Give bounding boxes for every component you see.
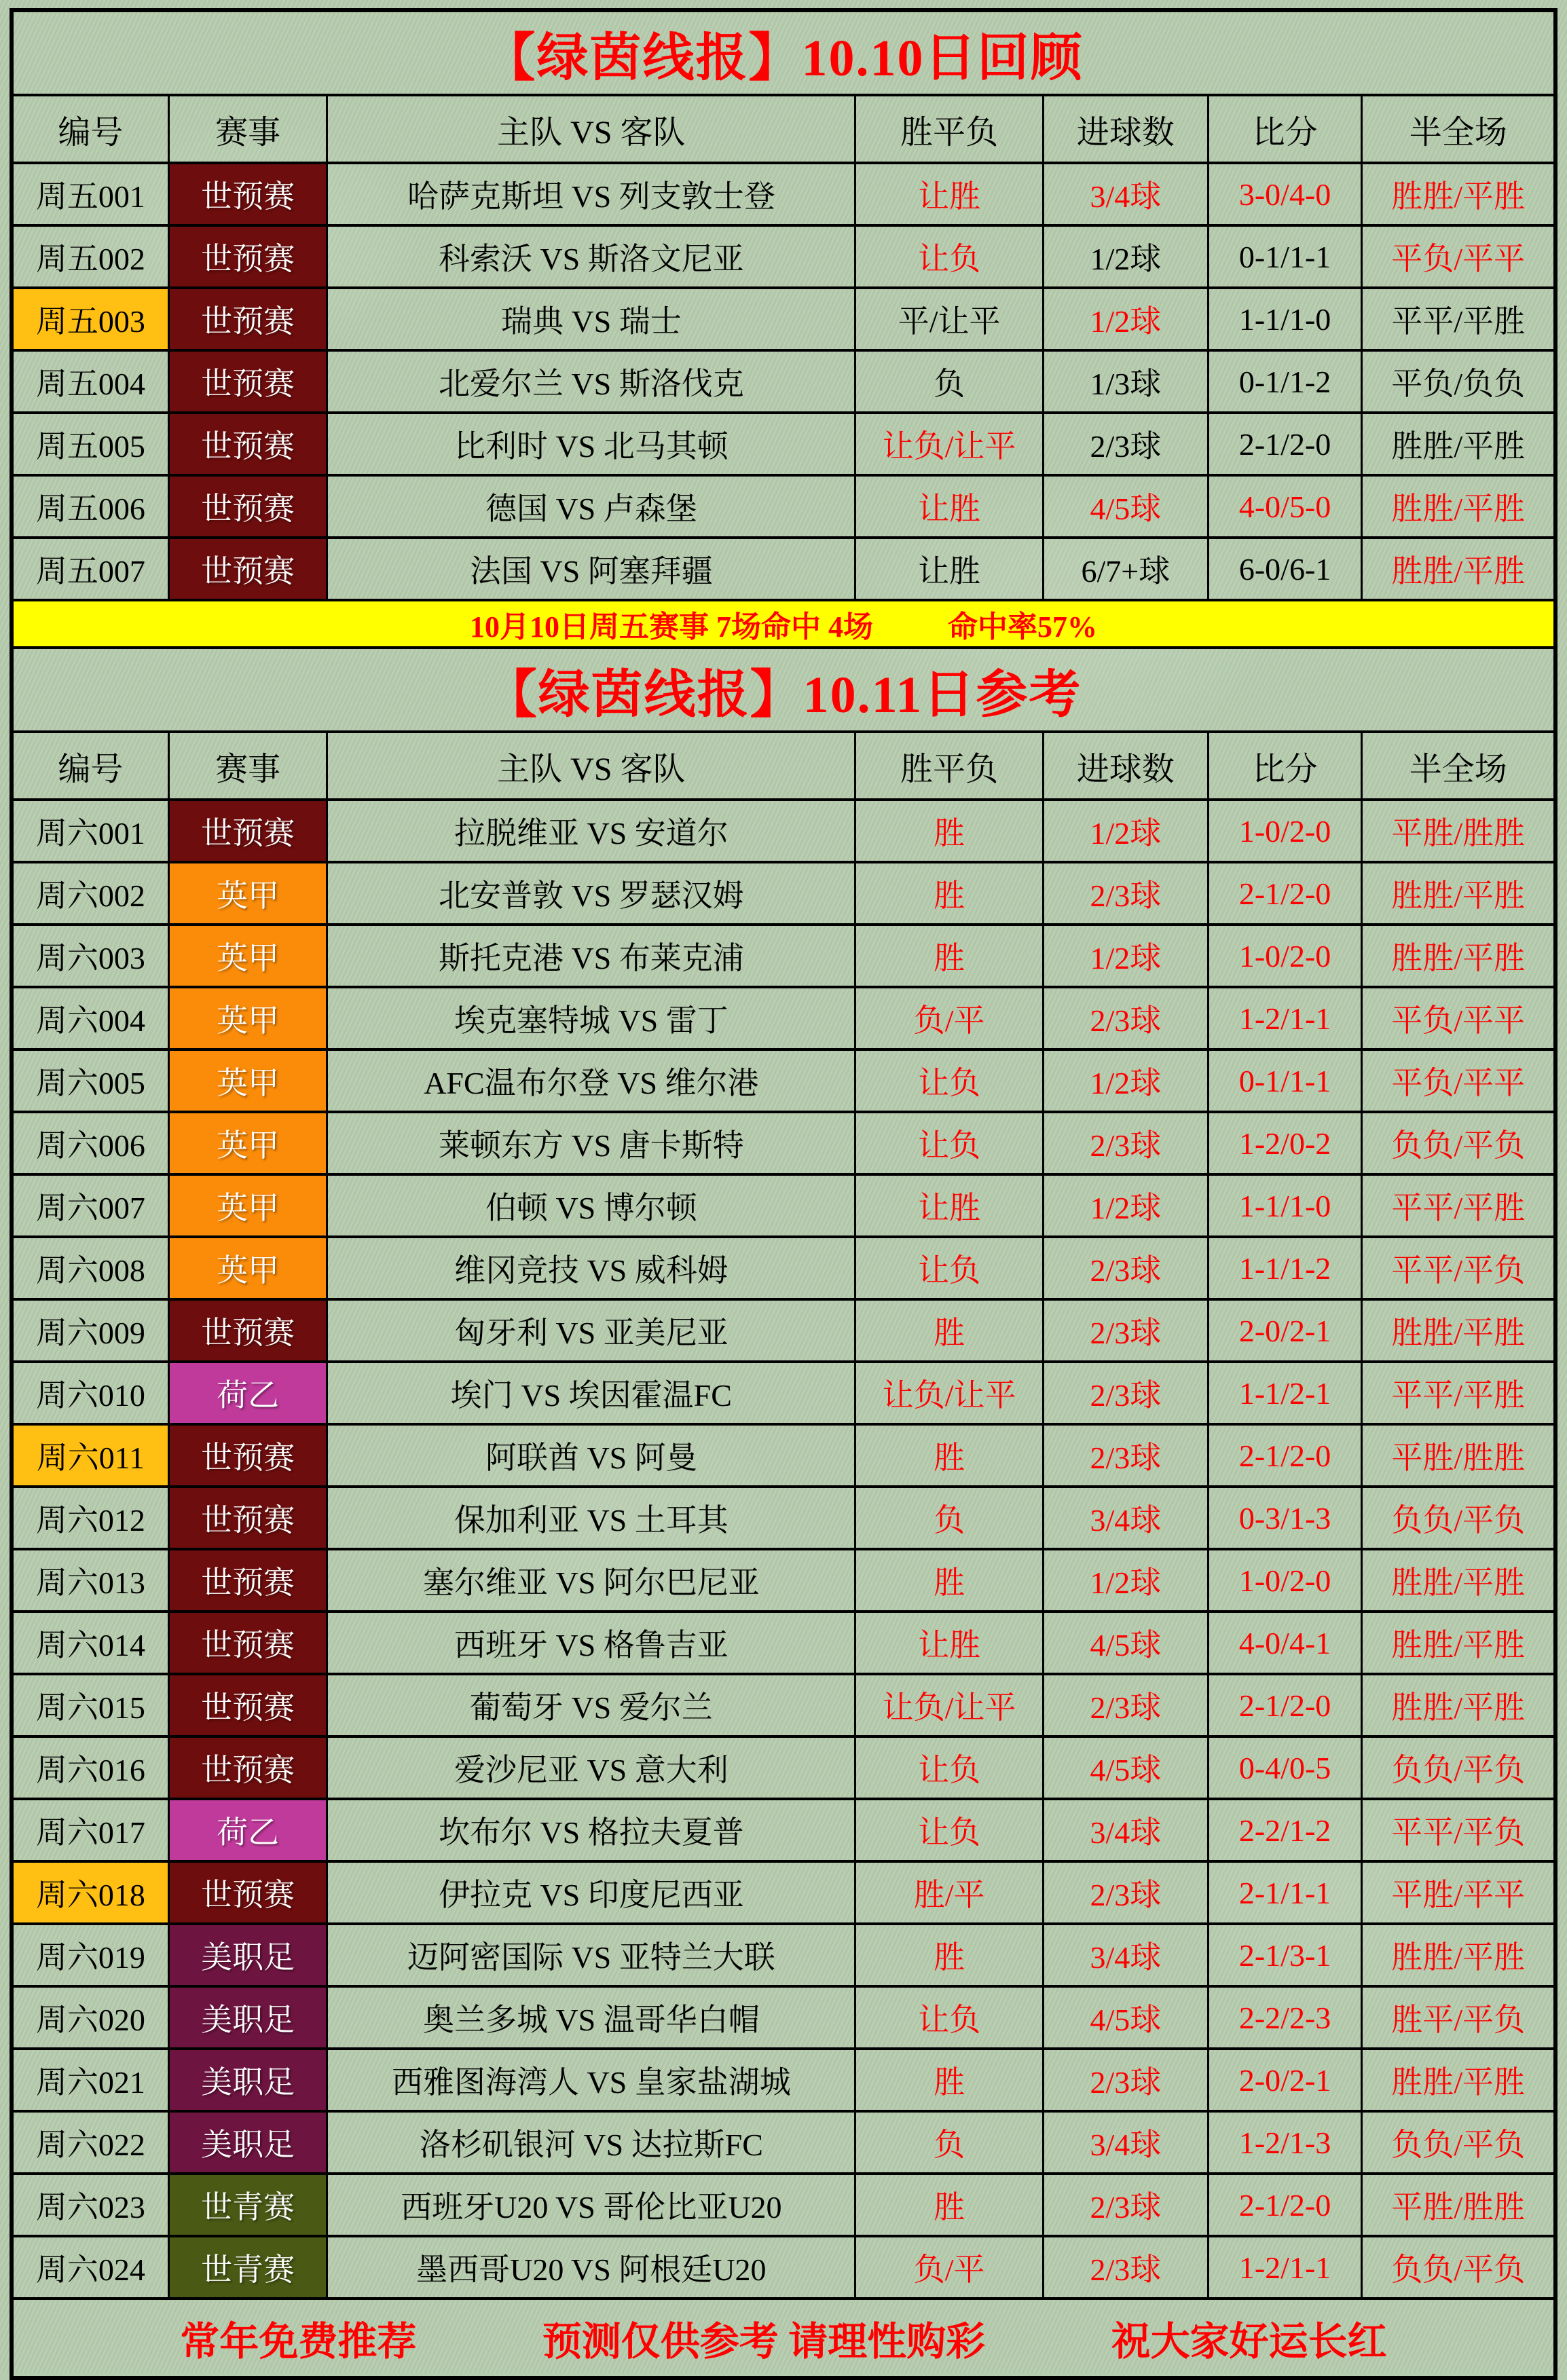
footer-right-text: 祝大家好运长红 bbox=[1111, 2320, 1387, 2364]
header-cell-goals: 进球数 bbox=[1042, 96, 1207, 162]
goals-prediction: 6/7+球 bbox=[1042, 539, 1207, 599]
match-id: 周六002 bbox=[35, 878, 145, 913]
score-prediction: 1-1/2-1 bbox=[1207, 1363, 1361, 1423]
match-row bbox=[14, 1673, 1553, 1735]
match-teams: 斯托克港 VS 布莱克浦 bbox=[326, 926, 854, 986]
match-id: 周六010 bbox=[35, 1378, 145, 1413]
match-teams: 奥兰多城 VS 温哥华白帽 bbox=[326, 1988, 854, 2047]
score-prediction: 0-3/1-3 bbox=[1207, 1488, 1361, 1548]
score-prediction: 3-0/4-0 bbox=[1207, 164, 1361, 224]
match-id: 周六016 bbox=[35, 1753, 145, 1787]
halftime-fulltime-prediction: 平平/平胜 bbox=[1361, 289, 1553, 349]
match-row bbox=[14, 411, 1553, 474]
score-prediction: 1-2/1-3 bbox=[1207, 2113, 1361, 2172]
match-teams: AFC温布尔登 VS 维尔港 bbox=[326, 1051, 854, 1111]
goals-prediction: 2/3球 bbox=[1042, 988, 1207, 1048]
halftime-fulltime-prediction: 胜胜/平胜 bbox=[1361, 2050, 1553, 2110]
header-cell-score: 比分 bbox=[1207, 96, 1361, 162]
match-teams: 埃克塞特城 VS 雷丁 bbox=[326, 988, 854, 1048]
match-row bbox=[14, 1985, 1553, 2047]
league-badge: 美职足 bbox=[168, 2113, 327, 2172]
goals-prediction: 3/4球 bbox=[1042, 1800, 1207, 1860]
halftime-fulltime-prediction: 胜胜/平胜 bbox=[1361, 414, 1553, 474]
match-teams: 伊拉克 VS 印度尼西亚 bbox=[326, 1863, 854, 1922]
halftime-fulltime-prediction: 胜胜/平胜 bbox=[1361, 1301, 1553, 1360]
match-row bbox=[14, 1235, 1553, 1298]
header-cell-league: 赛事 bbox=[168, 96, 327, 162]
halftime-fulltime-prediction: 负负/平负 bbox=[1361, 1488, 1553, 1548]
goals-prediction: 1/2球 bbox=[1042, 801, 1207, 861]
score-prediction: 2-0/2-1 bbox=[1207, 1301, 1361, 1360]
score-prediction: 6-0/6-1 bbox=[1207, 539, 1361, 599]
match-row bbox=[14, 1360, 1553, 1423]
result-prediction: 让胜 bbox=[854, 477, 1042, 536]
goals-prediction: 2/3球 bbox=[1042, 863, 1207, 923]
league-badge: 世预赛 bbox=[168, 539, 327, 599]
score-prediction: 4-0/5-0 bbox=[1207, 477, 1361, 536]
match-id: 周六001 bbox=[35, 816, 145, 851]
match-id: 周六013 bbox=[35, 1565, 145, 1600]
match-teams: 葡萄牙 VS 爱尔兰 bbox=[326, 1675, 854, 1735]
halftime-fulltime-prediction: 平胜/平平 bbox=[1361, 1863, 1553, 1922]
match-teams: 哈萨克斯坦 VS 列支敦士登 bbox=[326, 164, 854, 224]
goals-prediction: 4/5球 bbox=[1042, 1613, 1207, 1673]
goals-prediction: 1/2球 bbox=[1042, 1176, 1207, 1235]
result-prediction: 胜 bbox=[854, 863, 1042, 923]
goals-prediction: 3/4球 bbox=[1042, 1925, 1207, 1985]
header-cell-match: 主队 VS 客队 bbox=[326, 96, 854, 162]
result-prediction: 胜 bbox=[854, 926, 1042, 986]
review-table-body bbox=[14, 162, 1553, 599]
score-prediction: 0-4/0-5 bbox=[1207, 1738, 1361, 1798]
result-prediction: 胜 bbox=[854, 801, 1042, 861]
match-teams: 西班牙 VS 格鲁吉亚 bbox=[326, 1613, 854, 1673]
match-id: 周五002 bbox=[35, 242, 145, 276]
league-badge: 英甲 bbox=[168, 926, 327, 986]
match-teams: 保加利亚 VS 土耳其 bbox=[326, 1488, 854, 1548]
match-row bbox=[14, 1735, 1553, 1798]
match-id: 周六017 bbox=[35, 1815, 145, 1850]
match-id: 周六023 bbox=[35, 2190, 145, 2225]
result-prediction: 让负 bbox=[854, 1113, 1042, 1173]
halftime-fulltime-prediction: 胜平/平负 bbox=[1361, 1988, 1553, 2047]
league-badge: 世预赛 bbox=[168, 1301, 327, 1360]
match-id: 周五001 bbox=[35, 179, 145, 214]
match-id: 周六022 bbox=[35, 2127, 145, 2162]
goals-prediction: 2/3球 bbox=[1042, 1863, 1207, 1922]
halftime-fulltime-prediction: 平胜/胜胜 bbox=[1361, 1426, 1553, 1485]
match-teams: 法国 VS 阿塞拜疆 bbox=[326, 539, 854, 599]
match-id: 周六005 bbox=[35, 1066, 145, 1100]
result-prediction: 胜 bbox=[854, 2175, 1042, 2235]
league-badge: 世预赛 bbox=[168, 1613, 327, 1673]
match-id: 周五003 bbox=[14, 289, 168, 349]
score-prediction: 1-1/1-0 bbox=[1207, 289, 1361, 349]
result-prediction: 让胜 bbox=[854, 164, 1042, 224]
match-id: 周六009 bbox=[35, 1316, 145, 1350]
league-badge: 世预赛 bbox=[168, 1863, 327, 1922]
halftime-fulltime-prediction: 胜胜/平胜 bbox=[1361, 1925, 1553, 1985]
header-cell-halftime-fulltime: 半全场 bbox=[1361, 96, 1553, 162]
halftime-fulltime-prediction: 平负/负负 bbox=[1361, 352, 1553, 411]
goals-prediction: 2/3球 bbox=[1042, 2175, 1207, 2235]
footer-middle-text: 预测仅供参考 请理性购彩 bbox=[542, 2320, 986, 2364]
match-id: 周六024 bbox=[35, 2252, 145, 2287]
league-badge: 美职足 bbox=[168, 1988, 327, 2047]
league-badge: 世预赛 bbox=[168, 289, 327, 349]
forecast-table-body bbox=[14, 798, 1553, 2297]
league-badge: 美职足 bbox=[168, 1925, 327, 1985]
result-prediction: 胜 bbox=[854, 1550, 1042, 1610]
banner-results-text: 10月10日周五赛事 7场命中 4场 bbox=[470, 610, 873, 644]
score-prediction: 0-1/1-2 bbox=[1207, 352, 1361, 411]
summary-banner bbox=[14, 599, 1553, 646]
score-prediction: 2-2/1-2 bbox=[1207, 1800, 1361, 1860]
match-row bbox=[14, 861, 1553, 923]
result-prediction: 胜 bbox=[854, 2050, 1042, 2110]
match-id: 周六006 bbox=[35, 1128, 145, 1163]
league-badge: 英甲 bbox=[168, 1113, 327, 1173]
score-prediction: 2-1/2-0 bbox=[1207, 414, 1361, 474]
result-prediction: 胜 bbox=[854, 1925, 1042, 1985]
match-teams: 德国 VS 卢森堡 bbox=[326, 477, 854, 536]
score-prediction: 2-1/2-0 bbox=[1207, 863, 1361, 923]
score-prediction: 1-0/2-0 bbox=[1207, 1550, 1361, 1610]
halftime-fulltime-prediction: 负负/平负 bbox=[1361, 1113, 1553, 1173]
match-teams: 西班牙U20 VS 哥伦比亚U20 bbox=[326, 2175, 854, 2235]
prediction-sheet bbox=[10, 8, 1557, 2380]
halftime-fulltime-prediction: 胜胜/平胜 bbox=[1361, 863, 1553, 923]
review-header-row bbox=[14, 94, 1553, 162]
match-id: 周五004 bbox=[35, 367, 145, 401]
match-id: 周五006 bbox=[35, 491, 145, 526]
match-row bbox=[14, 286, 1553, 349]
goals-prediction: 2/3球 bbox=[1042, 2237, 1207, 2297]
halftime-fulltime-prediction: 平平/平负 bbox=[1361, 1800, 1553, 1860]
result-prediction: 负/平 bbox=[854, 2237, 1042, 2297]
match-id: 周六007 bbox=[35, 1191, 145, 1225]
result-prediction: 让负/让平 bbox=[854, 414, 1042, 474]
result-prediction: 让负 bbox=[854, 1051, 1042, 1111]
halftime-fulltime-prediction: 胜胜/平胜 bbox=[1361, 477, 1553, 536]
match-row bbox=[14, 224, 1553, 286]
score-prediction: 2-0/2-1 bbox=[1207, 2050, 1361, 2110]
score-prediction: 1-2/1-1 bbox=[1207, 988, 1361, 1048]
halftime-fulltime-prediction: 平平/平胜 bbox=[1361, 1363, 1553, 1423]
match-row bbox=[14, 1860, 1553, 1922]
result-prediction: 平/让平 bbox=[854, 289, 1042, 349]
goals-prediction: 2/3球 bbox=[1042, 2050, 1207, 2110]
league-badge: 英甲 bbox=[168, 1176, 327, 1235]
match-teams: 西雅图海湾人 VS 皇家盐湖城 bbox=[326, 2050, 854, 2110]
goals-prediction: 3/4球 bbox=[1042, 2113, 1207, 2172]
league-badge: 美职足 bbox=[168, 2050, 327, 2110]
halftime-fulltime-prediction: 平负/平平 bbox=[1361, 227, 1553, 286]
header-cell-score: 比分 bbox=[1207, 733, 1361, 798]
league-badge: 世预赛 bbox=[168, 477, 327, 536]
banner-hit-rate-text: 命中率57% bbox=[948, 610, 1097, 644]
match-row bbox=[14, 474, 1553, 536]
league-badge: 世预赛 bbox=[168, 1426, 327, 1485]
goals-prediction: 3/4球 bbox=[1042, 164, 1207, 224]
halftime-fulltime-prediction: 平胜/胜胜 bbox=[1361, 2175, 1553, 2235]
match-row bbox=[14, 1548, 1553, 1610]
score-prediction: 1-2/0-2 bbox=[1207, 1113, 1361, 1173]
match-id: 周六020 bbox=[35, 2003, 145, 2037]
match-row bbox=[14, 1111, 1553, 1173]
league-badge: 世预赛 bbox=[168, 1738, 327, 1798]
match-teams: 爱沙尼亚 VS 意大利 bbox=[326, 1738, 854, 1798]
result-prediction: 让胜 bbox=[854, 1613, 1042, 1673]
halftime-fulltime-prediction: 平负/平平 bbox=[1361, 1051, 1553, 1111]
match-id: 周六014 bbox=[35, 1628, 145, 1662]
league-badge: 英甲 bbox=[168, 988, 327, 1048]
result-prediction: 负 bbox=[854, 352, 1042, 411]
goals-prediction: 2/3球 bbox=[1042, 1363, 1207, 1423]
goals-prediction: 1/2球 bbox=[1042, 926, 1207, 986]
match-teams: 伯顿 VS 博尔顿 bbox=[326, 1176, 854, 1235]
result-prediction: 负/平 bbox=[854, 988, 1042, 1048]
match-row bbox=[14, 2047, 1553, 2110]
match-id: 周五005 bbox=[35, 429, 145, 464]
result-prediction: 让胜 bbox=[854, 539, 1042, 599]
match-teams: 北爱尔兰 VS 斯洛伐克 bbox=[326, 352, 854, 411]
league-badge: 世青赛 bbox=[168, 2175, 327, 2235]
result-prediction: 让胜 bbox=[854, 1176, 1042, 1235]
goals-prediction: 2/3球 bbox=[1042, 1301, 1207, 1360]
match-row bbox=[14, 1298, 1553, 1360]
header-cell-halftime-fulltime: 半全场 bbox=[1361, 733, 1553, 798]
match-row bbox=[14, 2172, 1553, 2235]
match-teams: 埃门 VS 埃因霍温FC bbox=[326, 1363, 854, 1423]
header-cell-id: 编号 bbox=[58, 114, 124, 151]
match-id: 周六003 bbox=[35, 941, 145, 975]
goals-prediction: 2/3球 bbox=[1042, 1238, 1207, 1298]
goals-prediction: 2/3球 bbox=[1042, 1675, 1207, 1735]
score-prediction: 0-1/1-1 bbox=[1207, 227, 1361, 286]
match-id: 周六019 bbox=[35, 1940, 145, 1975]
halftime-fulltime-prediction: 平胜/胜胜 bbox=[1361, 801, 1553, 861]
match-id: 周六008 bbox=[35, 1253, 145, 1288]
match-row bbox=[14, 1485, 1553, 1548]
match-id: 周六011 bbox=[14, 1426, 168, 1485]
match-id: 周五007 bbox=[35, 554, 145, 589]
footer-left-text: 常年免费推荐 bbox=[180, 2320, 417, 2364]
result-prediction: 让负 bbox=[854, 1738, 1042, 1798]
match-teams: 莱顿东方 VS 唐卡斯特 bbox=[326, 1113, 854, 1173]
match-row bbox=[14, 349, 1553, 411]
score-prediction: 4-0/4-1 bbox=[1207, 1613, 1361, 1673]
result-prediction: 负 bbox=[854, 1488, 1042, 1548]
match-teams: 维冈竞技 VS 威科姆 bbox=[326, 1238, 854, 1298]
goals-prediction: 1/2球 bbox=[1042, 1550, 1207, 1610]
footer-note bbox=[14, 2297, 1553, 2376]
match-row bbox=[14, 1798, 1553, 1860]
halftime-fulltime-prediction: 负负/平负 bbox=[1361, 1738, 1553, 1798]
match-teams: 塞尔维亚 VS 阿尔巴尼亚 bbox=[326, 1550, 854, 1610]
match-row bbox=[14, 2110, 1553, 2172]
goals-prediction: 4/5球 bbox=[1042, 1988, 1207, 2047]
header-cell-result: 胜平负 bbox=[854, 733, 1042, 798]
league-badge: 世预赛 bbox=[168, 1550, 327, 1610]
halftime-fulltime-prediction: 平平/平负 bbox=[1361, 1238, 1553, 1298]
league-badge: 世预赛 bbox=[168, 801, 327, 861]
league-badge: 英甲 bbox=[168, 1238, 327, 1298]
goals-prediction: 1/2球 bbox=[1042, 1051, 1207, 1111]
halftime-fulltime-prediction: 胜胜/平胜 bbox=[1361, 539, 1553, 599]
match-row bbox=[14, 1173, 1553, 1235]
match-row bbox=[14, 536, 1553, 599]
league-badge: 英甲 bbox=[168, 1051, 327, 1111]
score-prediction: 2-1/2-0 bbox=[1207, 1675, 1361, 1735]
league-badge: 世预赛 bbox=[168, 1675, 327, 1735]
match-row bbox=[14, 1048, 1553, 1111]
halftime-fulltime-prediction: 胜胜/平胜 bbox=[1361, 926, 1553, 986]
header-cell-match: 主队 VS 客队 bbox=[326, 733, 854, 798]
goals-prediction: 4/5球 bbox=[1042, 477, 1207, 536]
goals-prediction: 3/4球 bbox=[1042, 1488, 1207, 1548]
league-badge: 世预赛 bbox=[168, 164, 327, 224]
match-id: 周六004 bbox=[35, 1003, 145, 1038]
match-teams: 匈牙利 VS 亚美尼亚 bbox=[326, 1301, 854, 1360]
header-cell-result: 胜平负 bbox=[854, 96, 1042, 162]
match-teams: 科索沃 VS 斯洛文尼亚 bbox=[326, 227, 854, 286]
score-prediction: 2-2/2-3 bbox=[1207, 1988, 1361, 2047]
match-row bbox=[14, 798, 1553, 861]
forecast-title: 【绿茵线报】10.11日参考 bbox=[14, 646, 1553, 730]
match-teams: 阿联酋 VS 阿曼 bbox=[326, 1426, 854, 1485]
score-prediction: 2-1/3-1 bbox=[1207, 1925, 1361, 1985]
goals-prediction: 1/2球 bbox=[1042, 289, 1207, 349]
halftime-fulltime-prediction: 胜胜/平胜 bbox=[1361, 1550, 1553, 1610]
league-badge: 荷乙 bbox=[168, 1363, 327, 1423]
score-prediction: 1-0/2-0 bbox=[1207, 926, 1361, 986]
goals-prediction: 4/5球 bbox=[1042, 1738, 1207, 1798]
result-prediction: 胜 bbox=[854, 1301, 1042, 1360]
header-cell-league: 赛事 bbox=[168, 733, 327, 798]
league-badge: 荷乙 bbox=[168, 1800, 327, 1860]
goals-prediction: 2/3球 bbox=[1042, 1426, 1207, 1485]
match-row bbox=[14, 1922, 1553, 1985]
goals-prediction: 2/3球 bbox=[1042, 1113, 1207, 1173]
goals-prediction: 1/3球 bbox=[1042, 352, 1207, 411]
match-id: 周六021 bbox=[35, 2065, 145, 2100]
league-badge: 世预赛 bbox=[168, 352, 327, 411]
result-prediction: 让负 bbox=[854, 227, 1042, 286]
league-badge: 世预赛 bbox=[168, 227, 327, 286]
match-row bbox=[14, 923, 1553, 986]
result-prediction: 胜 bbox=[854, 1426, 1042, 1485]
halftime-fulltime-prediction: 胜胜/平胜 bbox=[1361, 1613, 1553, 1673]
result-prediction: 让负 bbox=[854, 1238, 1042, 1298]
halftime-fulltime-prediction: 负负/平负 bbox=[1361, 2237, 1553, 2297]
match-row bbox=[14, 986, 1553, 1048]
result-prediction: 让负/让平 bbox=[854, 1675, 1042, 1735]
result-prediction: 让负 bbox=[854, 1988, 1042, 2047]
result-prediction: 让负 bbox=[854, 1800, 1042, 1860]
halftime-fulltime-prediction: 胜胜/平胜 bbox=[1361, 164, 1553, 224]
match-teams: 迈阿密国际 VS 亚特兰大联 bbox=[326, 1925, 854, 1985]
league-badge: 英甲 bbox=[168, 863, 327, 923]
header-cell-goals: 进球数 bbox=[1042, 733, 1207, 798]
match-teams: 坎布尔 VS 格拉夫夏普 bbox=[326, 1800, 854, 1860]
score-prediction: 1-0/2-0 bbox=[1207, 801, 1361, 861]
review-title: 【绿茵线报】10.10日回顾 bbox=[483, 29, 1084, 87]
match-teams: 洛杉矶银河 VS 达拉斯FC bbox=[326, 2113, 854, 2172]
match-row bbox=[14, 1423, 1553, 1485]
match-id: 周六015 bbox=[35, 1690, 145, 1725]
score-prediction: 1-2/1-1 bbox=[1207, 2237, 1361, 2297]
score-prediction: 0-1/1-1 bbox=[1207, 1051, 1361, 1111]
result-prediction: 让负/让平 bbox=[854, 1363, 1042, 1423]
goals-prediction: 2/3球 bbox=[1042, 414, 1207, 474]
match-id: 周六012 bbox=[35, 1503, 145, 1538]
halftime-fulltime-prediction: 胜胜/平胜 bbox=[1361, 1675, 1553, 1735]
forecast-header-row bbox=[14, 730, 1553, 798]
match-teams: 拉脱维亚 VS 安道尔 bbox=[326, 801, 854, 861]
match-id: 周六018 bbox=[14, 1863, 168, 1922]
halftime-fulltime-prediction: 负负/平负 bbox=[1361, 2113, 1553, 2172]
score-prediction: 1-1/1-0 bbox=[1207, 1176, 1361, 1235]
league-badge: 世预赛 bbox=[168, 414, 327, 474]
result-prediction: 负 bbox=[854, 2113, 1042, 2172]
match-teams: 比利时 VS 北马其顿 bbox=[326, 414, 854, 474]
result-prediction: 胜/平 bbox=[854, 1863, 1042, 1922]
match-teams: 北安普敦 VS 罗瑟汉姆 bbox=[326, 863, 854, 923]
match-row bbox=[14, 1610, 1553, 1673]
match-teams: 墨西哥U20 VS 阿根廷U20 bbox=[326, 2237, 854, 2297]
score-prediction: 1-1/1-2 bbox=[1207, 1238, 1361, 1298]
goals-prediction: 1/2球 bbox=[1042, 227, 1207, 286]
score-prediction: 2-1/1-1 bbox=[1207, 1863, 1361, 1922]
match-row bbox=[14, 162, 1553, 224]
league-badge: 世预赛 bbox=[168, 1488, 327, 1548]
halftime-fulltime-prediction: 平负/平平 bbox=[1361, 988, 1553, 1048]
match-row bbox=[14, 2235, 1553, 2297]
score-prediction: 2-1/2-0 bbox=[1207, 2175, 1361, 2235]
header-cell-id: 编号 bbox=[58, 751, 124, 787]
halftime-fulltime-prediction: 平平/平胜 bbox=[1361, 1176, 1553, 1235]
score-prediction: 2-1/2-0 bbox=[1207, 1426, 1361, 1485]
league-badge: 世青赛 bbox=[168, 2237, 327, 2297]
match-teams: 瑞典 VS 瑞士 bbox=[326, 289, 854, 349]
